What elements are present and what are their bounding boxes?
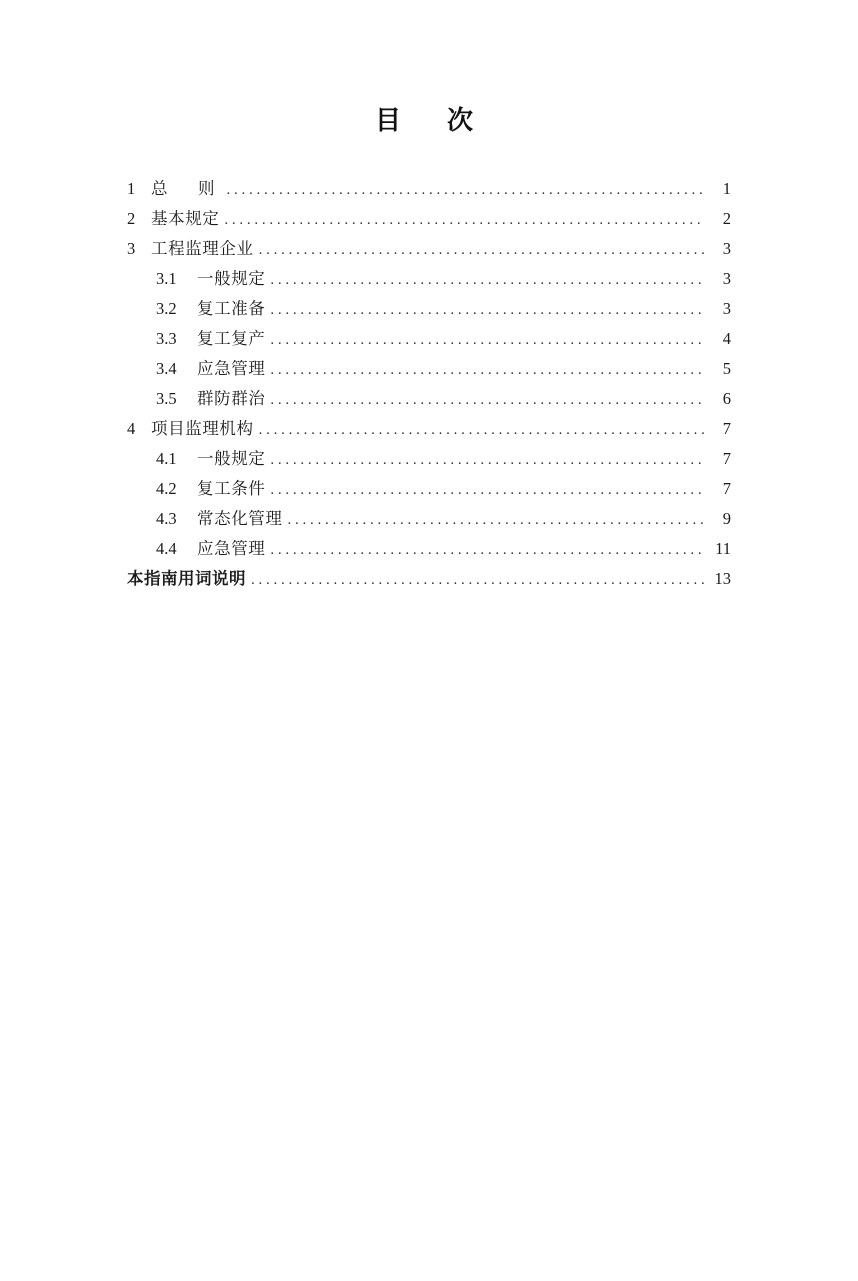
toc-entry[interactable] xyxy=(127,571,731,588)
toc-leader-dots xyxy=(251,572,705,588)
toc-entry-number: 3 xyxy=(127,239,136,258)
toc-entry-page-number: 13 xyxy=(714,569,731,588)
toc-leader-dots xyxy=(259,422,705,438)
toc-leader-dots xyxy=(270,332,705,348)
toc-entry[interactable] xyxy=(127,451,731,468)
toc-entry-label: 项目监理机构 xyxy=(151,419,254,438)
toc-entry-page-number: 1 xyxy=(722,179,731,198)
toc-entry-number: 4.3 xyxy=(156,509,177,528)
toc-entry-label: 复工准备 xyxy=(197,299,266,318)
toc-entry-page-number: 2 xyxy=(722,209,731,228)
toc-entry-label: 基本规定 xyxy=(151,209,220,228)
toc-entry-page-number: 7 xyxy=(722,479,731,498)
toc-entry-label: 工程监理企业 xyxy=(151,239,254,258)
toc-leader-dots xyxy=(270,272,705,288)
toc-entry-page-number: 11 xyxy=(715,539,731,558)
toc-entry[interactable] xyxy=(127,181,731,198)
toc-entry-number: 3.3 xyxy=(156,329,177,348)
toc-entry[interactable] xyxy=(127,211,731,228)
toc-entry-number: 3.2 xyxy=(156,299,177,318)
toc-entry-label: 一般规定 xyxy=(197,449,266,468)
toc-leader-dots xyxy=(288,512,706,528)
toc-entry[interactable] xyxy=(127,391,731,408)
toc-entry-label: 群防群治 xyxy=(197,389,266,408)
toc-entry-label: 复工条件 xyxy=(197,479,266,498)
toc-entry-number: 1 xyxy=(127,179,136,198)
toc-leader-dots xyxy=(270,362,705,378)
toc-entry-page-number: 4 xyxy=(722,329,731,348)
toc-entry-page-number: 5 xyxy=(722,359,731,378)
toc-entry-label: 总 则 xyxy=(151,179,222,198)
toc-entry-label: 本指南用词说明 xyxy=(127,569,246,588)
toc-leader-dots xyxy=(270,542,705,558)
table-of-contents xyxy=(127,181,731,588)
toc-entry-page-number: 7 xyxy=(722,449,731,468)
toc-entry[interactable] xyxy=(127,421,731,438)
toc-entry-number: 4.1 xyxy=(156,449,177,468)
toc-entry-number: 2 xyxy=(127,209,136,228)
toc-entry-number: 4.2 xyxy=(156,479,177,498)
toc-entry-label: 复工复产 xyxy=(197,329,266,348)
toc-entry[interactable] xyxy=(127,241,731,258)
toc-entry-page-number: 3 xyxy=(722,299,731,318)
toc-entry-number: 3.5 xyxy=(156,389,177,408)
toc-leader-dots xyxy=(270,392,705,408)
toc-entry-page-number: 9 xyxy=(722,509,731,528)
toc-entry[interactable] xyxy=(127,511,731,528)
toc-leader-dots xyxy=(224,212,705,228)
toc-entry-label: 一般规定 xyxy=(197,269,266,288)
toc-entry-label: 应急管理 xyxy=(197,359,266,378)
toc-entry[interactable] xyxy=(127,481,731,498)
page-title: 目 次 xyxy=(374,106,483,135)
toc-leader-dots xyxy=(259,242,705,258)
toc-leader-dots xyxy=(270,302,705,318)
toc-entry[interactable] xyxy=(127,331,731,348)
toc-leader-dots xyxy=(270,482,705,498)
toc-entry-page-number: 6 xyxy=(722,389,731,408)
toc-entry[interactable] xyxy=(127,541,731,558)
toc-leader-dots xyxy=(227,182,706,198)
toc-entry-label: 应急管理 xyxy=(197,539,266,558)
toc-entry-page-number: 7 xyxy=(722,419,731,438)
toc-leader-dots xyxy=(270,452,705,468)
toc-entry-number: 3.1 xyxy=(156,269,177,288)
toc-entry-label: 常态化管理 xyxy=(197,509,283,528)
toc-entry[interactable] xyxy=(127,271,731,288)
toc-entry-page-number: 3 xyxy=(722,239,731,258)
document-page xyxy=(0,100,858,1281)
toc-entry[interactable] xyxy=(127,361,731,378)
toc-entry-page-number: 3 xyxy=(722,269,731,288)
toc-entry[interactable] xyxy=(127,301,731,318)
toc-entry-number: 4.4 xyxy=(156,539,177,558)
toc-entry-number: 3.4 xyxy=(156,359,177,378)
toc-entry-number: 4 xyxy=(127,419,136,438)
